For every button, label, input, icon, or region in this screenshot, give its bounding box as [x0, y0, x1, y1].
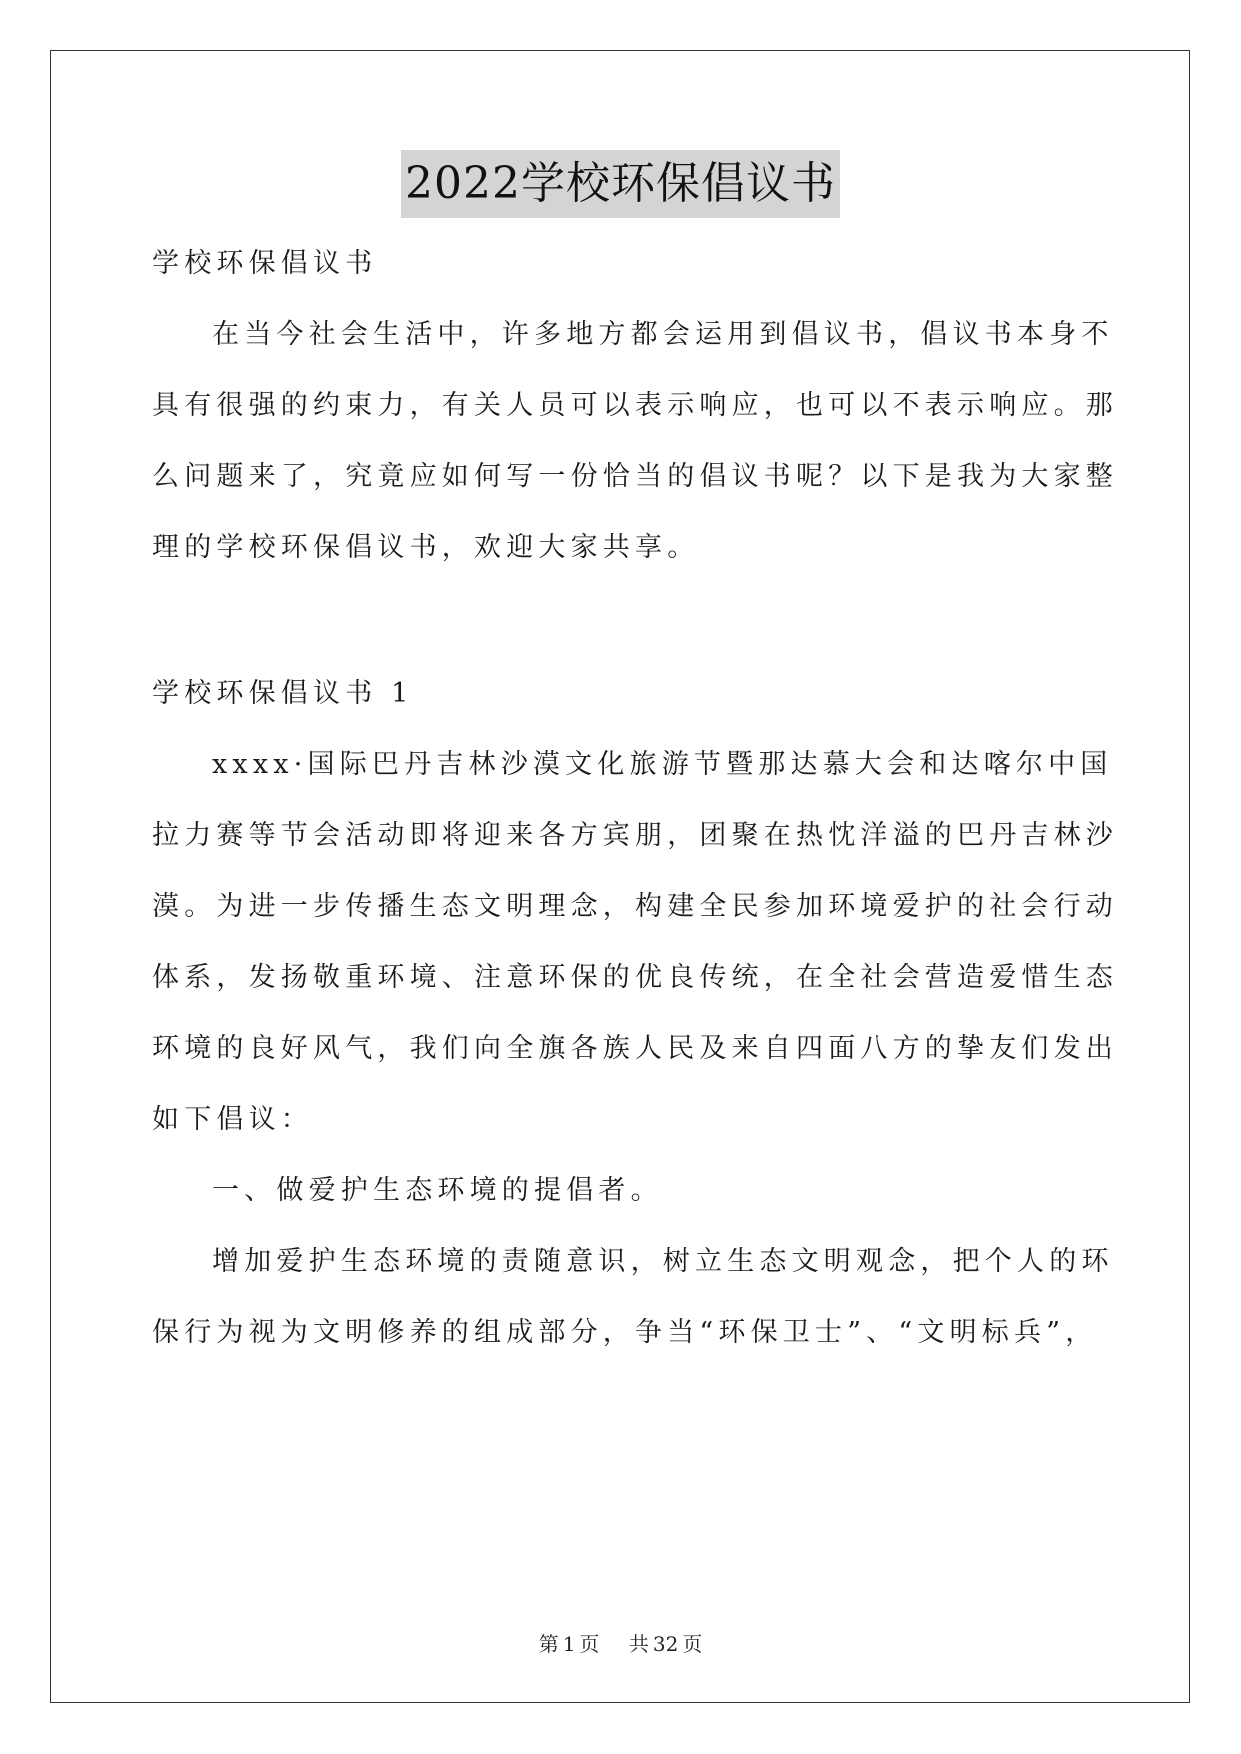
total-pages: 32 [652, 1632, 679, 1656]
paragraph-line: 漠。为进一步传播生态文明理念，构建全民参加环境爱护的社会行动 [152, 891, 1118, 922]
title-container [0, 150, 1241, 218]
paragraph-line: 如下倡议： [152, 1104, 313, 1135]
paragraph-line: 具有很强的约束力，有关人员可以表示响应，也可以不表示响应。那 [152, 390, 1118, 421]
page-label: 第 [538, 1632, 559, 1656]
page-number: 1 [562, 1632, 576, 1656]
paragraph-line: 增加爱护生态环境的责随意识，树立生态文明观念，把个人的环 [212, 1246, 1114, 1277]
list-item-heading: 一、做爱护生态环境的提倡者。 [212, 1175, 663, 1206]
paragraph-line: 拉力赛等节会活动即将迎来各方宾朋，团聚在热忱洋溢的巴丹吉林沙 [152, 820, 1118, 851]
total-unit: 页 [682, 1632, 703, 1656]
total-label: 共 [628, 1632, 649, 1656]
paragraph-line: 理的学校环保倡议书，欢迎大家共享。 [152, 532, 700, 563]
paragraph-line: 体系，发扬敬重环境、注意环保的优良传统，在全社会营造爱惜生态 [152, 962, 1118, 993]
paragraph-line: xxxx·国际巴丹吉林沙漠文化旅游节暨那达慕大会和达喀尔中国 [212, 749, 1113, 780]
page-unit: 页 [579, 1632, 600, 1656]
paragraph-line: 么问题来了，究竟应如何写一份恰当的倡议书呢？以下是我为大家整 [152, 461, 1118, 492]
paragraph-line: 保行为视为文明修养的组成部分，争当“环保卫士”、“文明标兵”， [152, 1317, 1098, 1348]
section-heading: 学校环保倡议书 1 [152, 678, 414, 709]
paragraph-line: 在当今社会生活中，许多地方都会运用到倡议书，倡议书本身不 [212, 319, 1114, 350]
page-footer [0, 1628, 1241, 1657]
document-title: 2022学校环保倡议书 [401, 150, 840, 218]
page-border [50, 50, 1190, 1703]
paragraph-line: 环境的良好风气，我们向全旗各族人民及来自四面八方的挚友们发出 [152, 1033, 1118, 1064]
section-heading: 学校环保倡议书 [152, 248, 378, 279]
